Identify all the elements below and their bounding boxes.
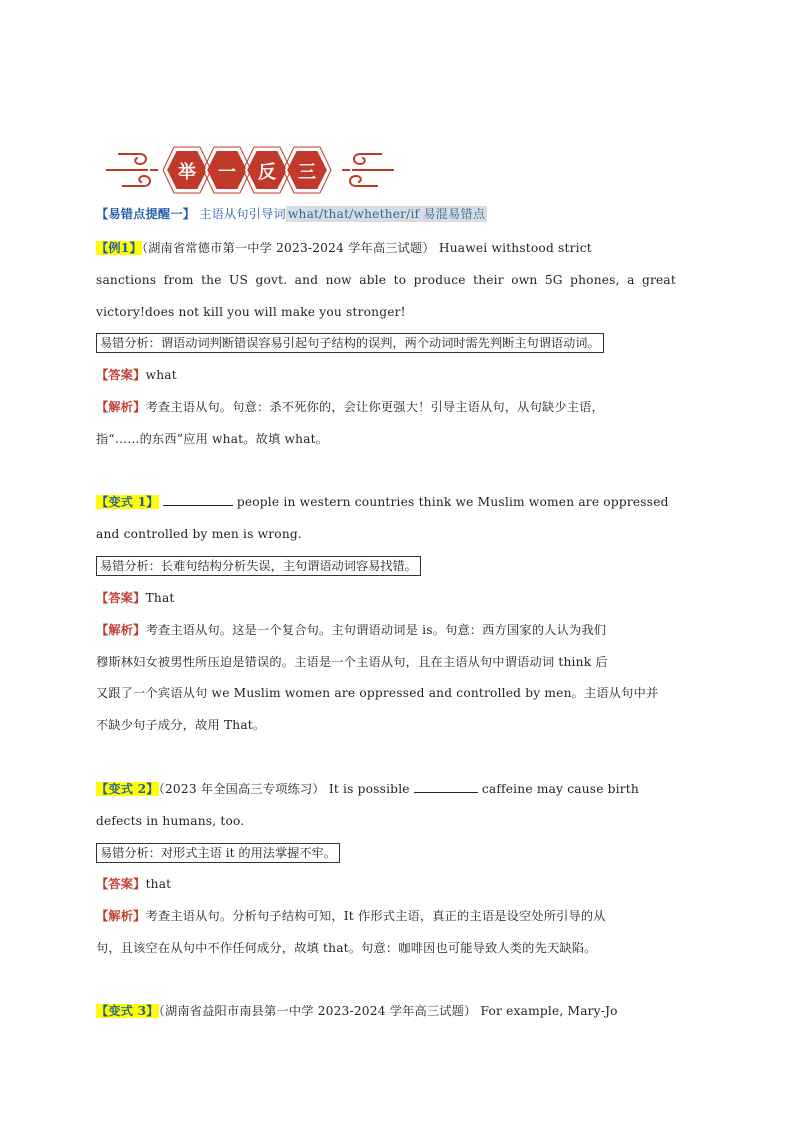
variant1-explain-line4: 不缺少句子成分，故用 That。 xyxy=(96,718,266,732)
example1-analysis-box: 易错分析：谓语动词判断错误容易引起句子结构的误判，两个动词时需先判断主句谓语动词。 xyxy=(96,333,604,353)
variant2-line2: defects in humans, too. xyxy=(96,814,245,828)
variant2-answer xyxy=(96,875,676,893)
banner-char-3: 反 xyxy=(258,162,276,183)
example1-explain-text1: 考查主语从句。句意：杀不死你的，会让你更强大！引导主语从句，从句缺少主语， xyxy=(145,400,604,414)
variant2-explain-line2: 句，且该空在从句中不作任何成分，故填 that。句意：咖啡因也可能导致人类的先天缺陷。 xyxy=(96,941,597,955)
banner-char-4: 三 xyxy=(298,162,316,183)
example1-line2: sanctions from the US govt. and now able to produce their own 5G phones, a great xyxy=(96,273,676,287)
example1-explain-line1 xyxy=(96,398,676,416)
variant2-blank xyxy=(414,780,478,793)
banner-char-2: 一 xyxy=(218,162,236,183)
variant2-line1 xyxy=(96,780,676,798)
variant2-explain-tag: 【解析】 xyxy=(96,909,146,923)
example1-explain-line2: 指“……的东西”应用 what。故填 what。 xyxy=(96,432,329,446)
heading-title-highlight: what/that/whether/if xyxy=(287,207,420,221)
example1-source: （湖南省常德市第一中学 2023-2024 学年高三试题） xyxy=(141,241,435,255)
variant3-line1-tail: For example, Mary-Jo xyxy=(480,1004,618,1018)
example1-line3: victory!does not kill you will make you stronger! xyxy=(96,305,406,319)
variant2-line1-mid: It is possible xyxy=(328,782,410,796)
variant2-source: （2023 年全国高三专项练习） xyxy=(158,782,325,796)
heading-bracket-label: 【易错点提醒一】 xyxy=(96,207,196,221)
variant1-explain-line3: 又跟了一个宾语从句 we Muslim women are oppressed and controlled by men。主语从句中并 xyxy=(96,686,659,700)
variant2-explain-text1: 考查主语从句。分析句子结构可知，It 作形式主语，真正的主语是设空处所引导的从 xyxy=(145,909,606,923)
variant1-explain-tag: 【解析】 xyxy=(96,623,146,637)
heading-title-suffix: 易混易错点 xyxy=(423,207,486,221)
example1-answer xyxy=(96,366,676,384)
variant1-answer-value: That xyxy=(145,591,175,605)
variant1-answer xyxy=(96,589,676,607)
variant2-answer-tag: 【答案】 xyxy=(96,877,146,891)
variant1-explain-line1 xyxy=(96,621,676,639)
example1-line1-tail: Huawei withstood strict xyxy=(438,241,592,255)
variant1-line1 xyxy=(96,493,676,511)
variant2-line1-tail: caffeine may cause birth xyxy=(481,782,639,796)
variant1-line2: and controlled by men is wrong. xyxy=(96,527,302,541)
variant3-tag: 【变式 3】 xyxy=(96,1004,159,1018)
variant1-line1-tail: people in western countries think we Muslim women are oppressed xyxy=(236,495,669,509)
variant2-analysis-box: 易错分析：对形式主语 it 的用法掌握不牢。 xyxy=(96,843,340,863)
variant2-explain-line1 xyxy=(96,907,676,925)
example1-answer-value: what xyxy=(145,368,177,382)
banner-char-1: 举 xyxy=(178,162,196,183)
example1-explain-tag: 【解析】 xyxy=(96,400,146,414)
variant1-blank xyxy=(163,493,233,506)
section-heading xyxy=(96,205,676,223)
example1-answer-tag: 【答案】 xyxy=(96,368,146,382)
variant1-explain-text1: 考查主语从句。这是一个复合句。主句谓语动词是 is。句意：西方国家的人认为我们 xyxy=(145,623,607,637)
variant2-tag: 【变式 2】 xyxy=(96,782,159,796)
variant1-analysis-box: 易错分析：长难句结构分析失误，主句谓语动词容易找错。 xyxy=(96,556,421,576)
variant1-explain-line2: 穆斯林妇女被男性所压迫是错误的。主语是一个主语从句，且在主语从句中谓语动词 think 后 xyxy=(96,655,608,669)
variant3-source: （湖南省益阳市南县第一中学 2023-2024 学年高三试题） xyxy=(158,1004,477,1018)
variant1-answer-tag: 【答案】 xyxy=(96,591,146,605)
variant3-line1 xyxy=(96,1002,676,1020)
example1-line1 xyxy=(96,239,676,257)
example1-tag: 【例1】 xyxy=(96,241,142,255)
section-banner xyxy=(100,140,400,200)
variant1-tag: 【变式 1】 xyxy=(96,495,159,509)
heading-title-prefix: 主语从句引导词 xyxy=(199,207,286,221)
variant2-answer-value: that xyxy=(145,877,172,891)
